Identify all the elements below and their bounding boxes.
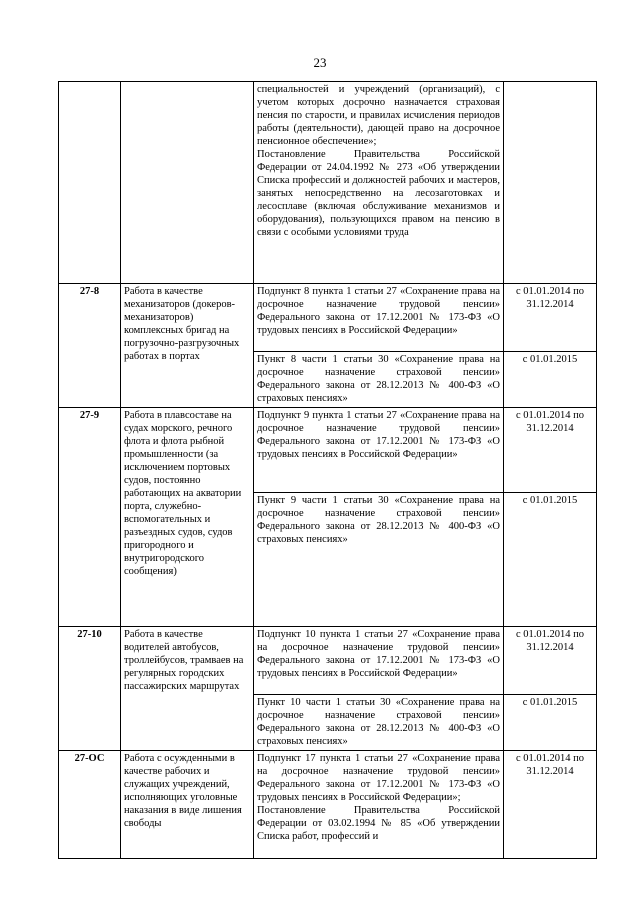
law-text: Постановление Правительства Российской Федерации от 03.02.1994 № 85 «Об утверждении Списка работ, профессий и	[257, 805, 500, 842]
code-cell: 27-9	[59, 408, 121, 627]
period-cell: с 01.01.2015	[504, 493, 597, 627]
table-row	[59, 408, 597, 493]
period-cell: с 01.01.2014 по 31.12.2014	[504, 408, 597, 493]
table-row	[59, 751, 597, 859]
law-cell: Подпункт 8 пункта 1 статьи 27 «Сохранение права на досрочное назначение трудовой пенсии» Федерального закона от 17.12.2001 № 173-ФЗ «О трудовых пенсиях в Российской Федерации»	[254, 284, 504, 352]
law-cell	[254, 82, 504, 284]
page-number: 23	[313, 55, 327, 70]
law-cell: Пункт 9 части 1 статьи 30 «Сохранение права на досрочное назначение страховой пенсии» Федерального закона от 28.12.2013 № 400-ФЗ «О страховых пенсиях»	[254, 493, 504, 627]
work-cell: Работа в качестве водителей автобусов, троллейбусов, трамваев на регулярных городских пассажирских маршрутах	[121, 627, 254, 751]
code-cell: 27-10	[59, 627, 121, 751]
work-cell	[121, 82, 254, 284]
period-cell: с 01.01.2015	[504, 695, 597, 751]
law-cell: Пункт 10 части 1 статьи 30 «Сохранение права на досрочное назначение страховой пенсии» Федерального закона от 28.12.2013 № 400-ФЗ «О страховых пенсиях»	[254, 695, 504, 751]
law-text: специальностей и учреждений (организаций), с учетом которых досрочно назначается страховая пенсия по старости, и правилах исчисления периодов работы (деятельности), дающей право на досрочное пенсионное обеспечение»;	[257, 84, 500, 147]
work-cell: Работа в плавсоставе на судах морского, речного флота и флота рыбной промышленности (за исключением портовых судов, постоянно работающих на акватории порта, служебно-вспомогательных и разъездных судов, судов пригородного и внутригородского сообщения)	[121, 408, 254, 627]
code-cell: 27-ОС	[59, 751, 121, 859]
table-row	[59, 627, 597, 695]
law-text: Постановление Правительства Российской Федерации от 24.04.1992 № 273 «Об утверждении Списка профессий и должностей рабочих и мастеров, занятых непосредственно на лесозаготовках и лесосплаве (включая обслуживание механизмов и оборудования), пользующихся правом на пенсию в связи с особыми условиями труда	[257, 149, 500, 238]
period-cell	[504, 82, 597, 284]
period-cell: с 01.01.2015	[504, 352, 597, 408]
work-cell: Работа в качестве механизаторов (докеров-механизаторов) комплексных бригад на погрузочно-разгрузочных работах в портах	[121, 284, 254, 408]
work-cell: Работа с осужденными в качестве рабочих и служащих учреждений, исполняющих уголовные наказания в виде лишения свободы	[121, 751, 254, 859]
law-text: Подпункт 17 пункта 1 статьи 27 «Сохранение права на досрочное назначение трудовой пенсии» Федерального закона от 17.12.2001 № 173-ФЗ «О трудовых пенсиях в Российской Федерации»;	[257, 753, 500, 803]
code-cell	[59, 82, 121, 284]
code-cell: 27-8	[59, 284, 121, 408]
period-cell: с 01.01.2014 по 31.12.2014	[504, 284, 597, 352]
table-row	[59, 284, 597, 352]
law-cell	[254, 751, 504, 859]
law-cell: Пункт 8 части 1 статьи 30 «Сохранение права на досрочное назначение страховой пенсии» Федерального закона от 28.12.2013 № 400-ФЗ «О страховых пенсиях»	[254, 352, 504, 408]
law-cell: Подпункт 9 пункта 1 статьи 27 «Сохранение права на досрочное назначение трудовой пенсии» Федерального закона от 17.12.2001 № 173-ФЗ «О трудовых пенсиях в Российской Федерации»	[254, 408, 504, 493]
table-row	[59, 82, 597, 284]
period-cell: с 01.01.2014 по 31.12.2014	[504, 627, 597, 695]
period-cell: с 01.01.2014 по 31.12.2014	[504, 751, 597, 859]
law-cell: Подпункт 10 пункта 1 статьи 27 «Сохранение права на досрочное назначение трудовой пенсии» Федерального закона от 17.12.2001 № 173-ФЗ «О трудовых пенсиях в Российской Федерации»	[254, 627, 504, 695]
pension-table	[58, 81, 597, 859]
